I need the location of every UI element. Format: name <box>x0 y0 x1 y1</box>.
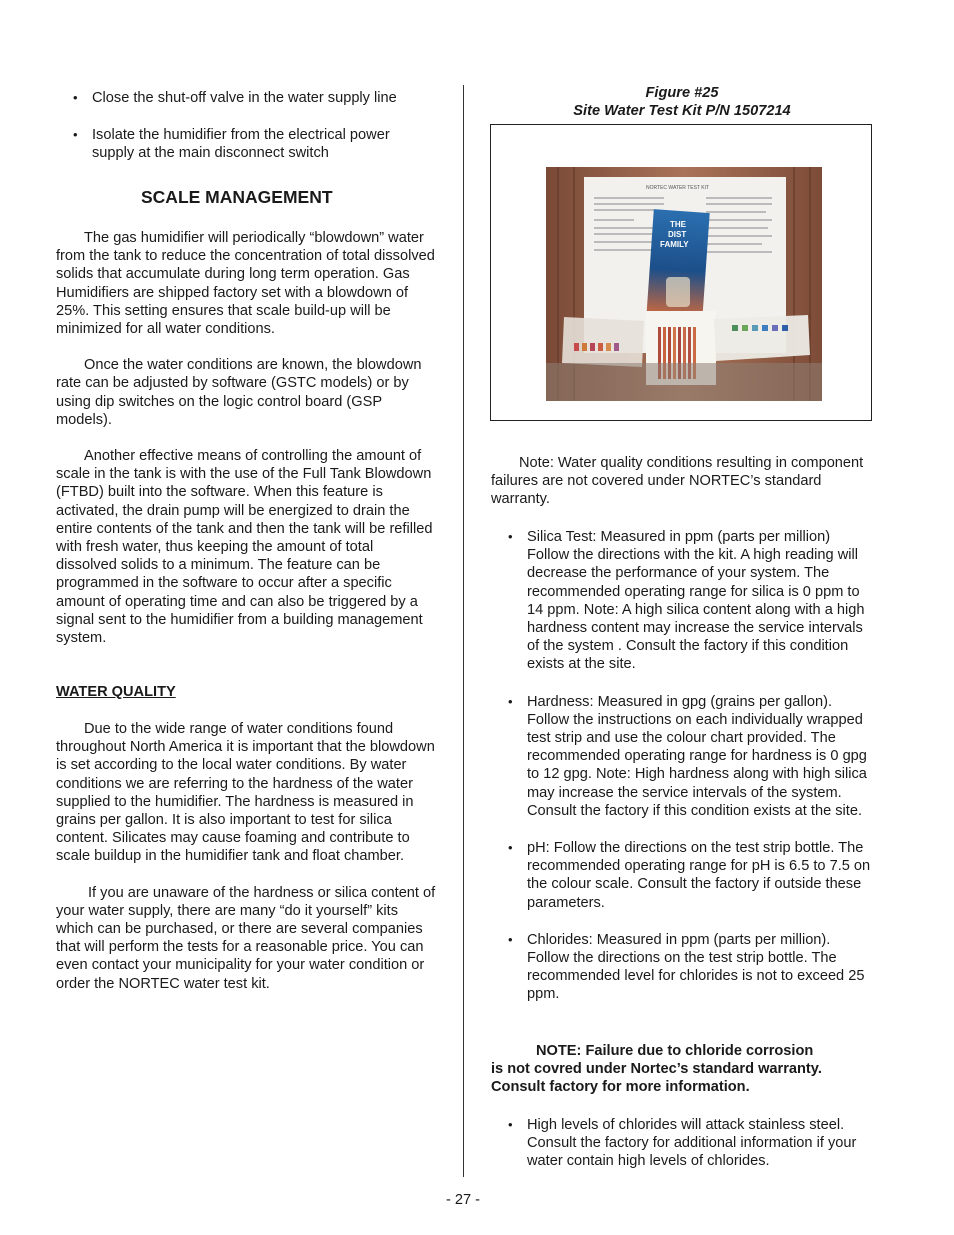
list-item: • Close the shut-off valve in the water supply line <box>56 89 438 107</box>
warning-line: Consult factory for more information. <box>491 1079 750 1096</box>
list-item: • Hardness: Measured in gpg (grains per gallon). Follow the instructions on each individually wrapped test strip and use the colour chart provided. The recommended operating range for hardness is 0 gpg to 12 gpg. Note: High hardness along with high silica may increase the service intervals of the system. Consult the factory if this condition exists at the site. <box>491 693 873 820</box>
shutdown-steps-list <box>56 89 438 163</box>
water-quality-body <box>56 720 438 993</box>
column-divider <box>463 85 464 1177</box>
kit-sheet-title: NORTEC WATER TEST KIT <box>646 185 710 191</box>
list-item: • High levels of chlorides will attack stainless steel. Consult the factory for additional information if your water contain high levels of chlorides. <box>491 1116 873 1171</box>
page-number: - 27 - <box>445 1192 481 1208</box>
paragraph: If you are unaware of the hardness or silica content of your water supply, there are many “do it yourself” kits which can be purchased, or there are several companies that will perform the tests for a reasonable price. You can even contact your municipality for your water condition or order the NORTEC water test kit. <box>56 884 436 992</box>
list-item: • Isolate the humidifier from the electrical power supply at the main disconnect switch <box>56 126 438 162</box>
list-item: • Silica Test: Measured in ppm (parts per million) Follow the directions with the kit. A high reading will decrease the performance of your system. The recommended operating range for silica is 0 ppm to 14 ppm. Note: A high silica content along with a high hardness content may increase the service intervals of the system . Consult the factory if this condition exists at the site. <box>491 528 873 674</box>
figure-number: Figure #25 <box>645 85 719 101</box>
kit-box-label: THE DIST FAMILY <box>660 220 689 249</box>
chloride-warning <box>491 1042 873 1097</box>
warning-line: is not covred under Nortec’s standard warranty. <box>491 1061 822 1078</box>
chloride-list <box>491 1116 873 1171</box>
scale-management-body <box>56 229 438 647</box>
water-quality-heading: WATER QUALITY <box>56 684 176 700</box>
water-tests-list <box>491 528 873 1004</box>
list-item: • Chlorides: Measured in ppm (parts per million). Follow the directions on the test strip bottle. The recommended level for chlorides is not to exceed 25 ppm. <box>491 931 873 1004</box>
paragraph: Another effective means of controlling the amount of scale in the tank is with the use of the Full Tank Blowdown (FTBD) built into the software. When this feature is activated, the drain pump will be energized to drain the entire contents of the tank and then the tank will be refilled with fresh water, thus keeping the amount of total dissolved solids to a minimum. The feature can be programmed in the software to occur after a specific amount of operating time and can also be triggered by a signal sent to the humidifier from a building management system. <box>56 448 433 647</box>
figure-caption <box>491 84 873 120</box>
figure-title: Site Water Test Kit P/N 1507214 <box>573 103 791 120</box>
paragraph: Once the water conditions are known, the blowdown rate can be adjusted by software (GSTC models) or by using dip switches on the logic control board (GSP models). <box>56 357 422 428</box>
water-test-kit-photo <box>546 167 822 401</box>
paragraph: The gas humidifier will periodically “blowdown” water from the tank to reduce the concentration of total dissolved solids that accumulate during long term operation. Gas Humidifiers are shipped factory set with a blowdown of 25%. This setting ensures that scale build-up will be minimized for all water conditions. <box>56 230 435 338</box>
scale-management-heading: SCALE MANAGEMENT <box>141 187 333 207</box>
paragraph: Due to the wide range of water conditions found throughout North America it is important that the blowdown is set according to the local water conditions. By water conditions we are referring to the hardness of the water supplied to the humidifier. The hardness is measured in grains per gallon. It is also important to test for silica content. Silicates may cause foaming and contribute to scale buildup in the humidifier tank and float chamber. <box>56 721 435 865</box>
warning-line: NOTE: Failure due to chloride corrosion <box>536 1043 814 1059</box>
warranty-note: Note: Water quality conditions resulting in component failures are not covered under NORTEC’s standard warranty. <box>491 455 864 508</box>
figure-frame <box>490 124 872 421</box>
list-item: • pH: Follow the directions on the test strip bottle. The recommended operating range for pH is 6.5 to 7.5 on the colour scale. Consult the factory if outside these parameters. <box>491 839 873 912</box>
